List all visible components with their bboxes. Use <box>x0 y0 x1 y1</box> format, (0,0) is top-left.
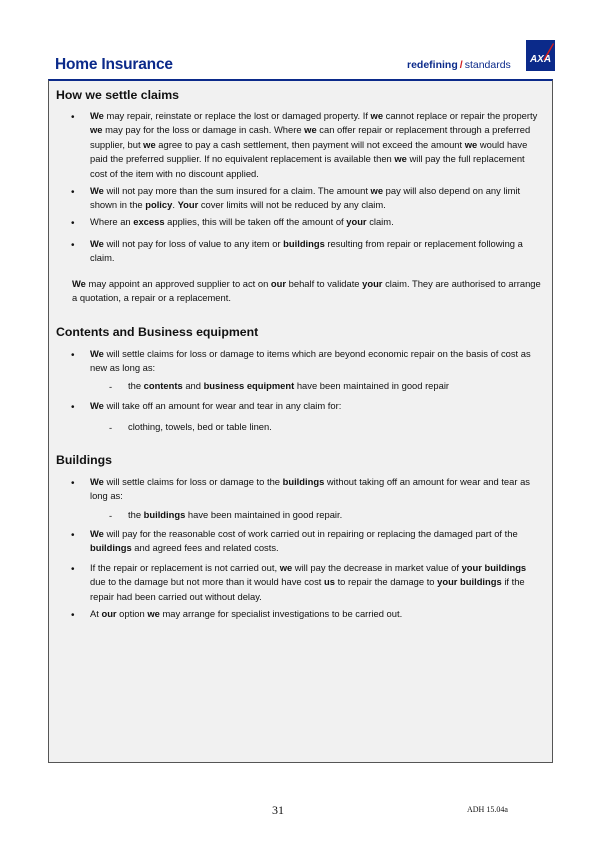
text-run: pay will also depend on any limit shown in the <box>90 185 521 211</box>
text-run: agree to pay a cash settlement, then payment will not exceed the amount <box>155 138 465 150</box>
text-run: will pay for the reasonable cost of work carried out in repairing or replacing the damaged part of the <box>103 528 518 539</box>
brand-tagline <box>407 59 511 71</box>
defined-term: we <box>143 138 156 150</box>
defined-term: we <box>464 138 478 150</box>
text-run: will settle claims for loss or damage to the <box>103 476 283 487</box>
defined-term: Your <box>177 199 199 211</box>
defined-term: our <box>270 278 287 289</box>
text-run: and agreed fees and related costs. <box>131 542 279 554</box>
dash-marker: - <box>109 422 113 433</box>
text-run: may pay for the loss or damage in cash. Where <box>102 124 305 136</box>
page-number: 31 <box>272 803 284 817</box>
document-reference: ADH 15.04a <box>467 805 508 814</box>
document-title: Home Insurance <box>55 56 173 73</box>
settle-bullet-4 <box>90 237 542 266</box>
buildings-dash-1 <box>128 508 548 522</box>
text-run: claim. <box>366 216 394 227</box>
defined-term: your <box>362 278 383 289</box>
defined-term: We <box>72 278 86 289</box>
text-run: . <box>172 199 178 211</box>
section-heading-buildings: Buildings <box>56 453 113 467</box>
defined-term: We <box>90 185 104 196</box>
defined-term: buildings <box>282 476 325 487</box>
contents-dash-1 <box>128 379 548 393</box>
defined-term: We <box>90 110 104 121</box>
text-run: will pay the decrease in market value of <box>292 562 462 573</box>
page-header <box>55 40 553 74</box>
defined-term: we <box>90 124 103 136</box>
defined-term: contents <box>143 380 183 391</box>
section-heading-settle-claims: How we settle claims <box>56 88 180 102</box>
defined-term: We <box>90 348 104 359</box>
text-run: the <box>128 380 144 391</box>
text-run: and <box>182 380 204 391</box>
tagline-slash: / <box>459 59 463 71</box>
buildings-bullet-1 <box>90 475 542 504</box>
defined-term: buildings <box>283 238 325 249</box>
buildings-bullet-2 <box>90 527 542 556</box>
defined-term: policy <box>145 199 173 211</box>
text-run: clothing, towels, bed or table linen. <box>128 421 272 432</box>
bullet-marker: • <box>71 350 75 361</box>
bullet-marker: • <box>71 530 75 541</box>
defined-term: We <box>90 528 104 539</box>
text-run: option <box>116 608 148 619</box>
defined-term: our <box>101 608 117 619</box>
bullet-marker: • <box>71 610 75 621</box>
text-run: cover limits will not be reduced by any claim. <box>198 199 386 211</box>
defined-term: We <box>90 238 104 249</box>
text-run: cannot replace or repair the property <box>383 110 538 121</box>
defined-term: buildings <box>143 509 186 520</box>
text-run: will pay the full replacement cost of the item with no discount applied. <box>90 153 525 179</box>
axa-logo-text: AXA <box>529 54 552 65</box>
contents-bullet-1 <box>90 347 542 376</box>
buildings-bullet-3 <box>90 561 542 604</box>
text-run: the <box>128 509 144 520</box>
defined-term: your buildings <box>437 576 502 588</box>
text-run: may arrange for specialist investigations to be carried out. <box>159 608 403 619</box>
defined-term: we <box>394 153 407 165</box>
text-run: will take off an amount for wear and tear in any claim for: <box>103 400 342 411</box>
text-run: have been maintained in good repair <box>294 380 450 391</box>
settle-bullet-1 <box>90 109 542 181</box>
text-run: would have paid the preferred supplier. If no equivalent replacement is available then <box>90 138 528 165</box>
text-run: claim. They are authorised to arrange a quotation, a repair or a replacement. <box>72 278 541 304</box>
text-run: behalf to validate <box>286 278 363 289</box>
defined-term: your <box>346 216 367 227</box>
defined-term: buildings <box>90 542 132 554</box>
text-run: due to the damage but not more than it would have cost <box>90 576 325 588</box>
defined-term: your buildings <box>461 562 527 573</box>
bullet-marker: • <box>71 478 75 489</box>
text-run: without taking off an amount for wear and tear as long as: <box>90 476 530 502</box>
tagline-left: redefining <box>407 59 458 71</box>
text-run: will not pay more than the sum insured for a claim. The amount <box>103 185 371 196</box>
settle-bullet-3 <box>90 215 542 229</box>
text-run: can offer repair or replacement through a preferred supplier, but <box>90 124 531 150</box>
bullet-marker: • <box>71 402 75 413</box>
defined-term: We <box>90 400 104 411</box>
bullet-marker: • <box>71 564 75 575</box>
defined-term: we <box>279 562 293 573</box>
axa-logo <box>526 40 555 71</box>
dash-marker: - <box>109 381 113 392</box>
defined-term: we <box>370 110 384 121</box>
text-run: applies, this will be taken off the amount of <box>164 216 347 227</box>
defined-term: we <box>370 185 384 196</box>
contents-dash-2 <box>128 420 548 434</box>
text-run: If the repair or replacement is not carried out, <box>90 562 280 573</box>
defined-term: us <box>324 576 335 588</box>
content-box <box>48 79 553 763</box>
supplier-paragraph <box>72 277 542 306</box>
defined-term: business equipment <box>203 380 295 391</box>
defined-term: excess <box>133 216 165 227</box>
text-run: resulting from repair or replacement following a claim. <box>90 238 523 264</box>
defined-term: we <box>147 608 160 619</box>
contents-bullet-2 <box>90 399 542 413</box>
dash-marker: - <box>109 510 113 521</box>
settle-bullet-2 <box>90 184 542 213</box>
text-run: to repair the damage to <box>334 576 438 588</box>
bullet-marker: • <box>71 240 75 251</box>
section-heading-contents: Contents and Business equipment <box>56 325 259 339</box>
bullet-marker: • <box>71 187 75 198</box>
text-run: have been maintained in good repair. <box>185 509 343 520</box>
bullet-marker: • <box>71 218 75 229</box>
text-run: At <box>90 608 102 619</box>
text-run: will not pay for loss of value to any item or <box>103 238 284 249</box>
bullet-marker: • <box>71 112 75 123</box>
text-run: may repair, reinstate or replace the lost or damaged property. If <box>103 110 371 121</box>
text-run: will settle claims for loss or damage to items which are beyond economic repair on the basis of cost as new as long as: <box>90 348 531 374</box>
defined-term: we <box>304 124 317 136</box>
buildings-bullet-4 <box>90 607 542 621</box>
text-run: Where an <box>90 216 134 227</box>
text-run: may appoint an approved supplier to act on <box>85 278 271 289</box>
defined-term: We <box>90 476 104 487</box>
tagline-right: standards <box>464 59 511 71</box>
text-run: if the repair had been carried out without delay. <box>90 576 525 602</box>
